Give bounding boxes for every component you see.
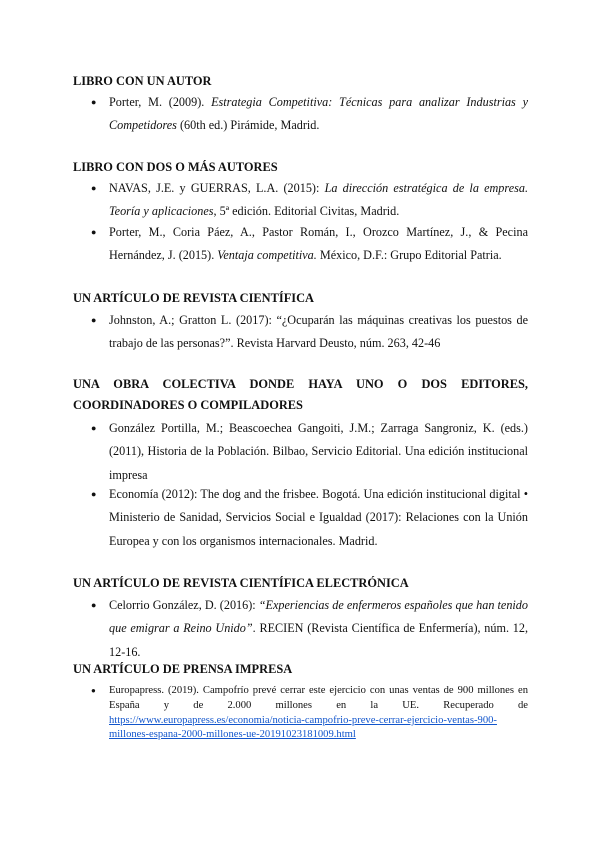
reference-entry: [91, 684, 528, 743]
bullet-icon: ●: [91, 686, 96, 695]
entry-title: Estrategia Competitiva: Técnicas para analizar Industrias y Competidores: [109, 95, 528, 133]
entry-text: Porter, M., Coria Páez, A., Pastor Román, I., Orozco Martínez, J., & Pecina Hernández, J. (2015).: [109, 225, 528, 263]
section-heading: UN ARTÍCULO DE PRENSA IMPRESA: [73, 662, 293, 676]
section-heading: LIBRO CON UN AUTOR: [73, 74, 212, 88]
bullet-icon: ●: [91, 600, 97, 610]
entry-text-rest: . RECIEN (Revista Científica de Enfermería), núm. 12, 12-16.: [109, 621, 529, 659]
reference-entry: [91, 594, 529, 664]
section-heading: UN ARTÍCULO DE REVISTA CIENTÍFICA: [73, 291, 314, 305]
reference-entry: [91, 417, 528, 487]
entry-title: La dirección estratégica de la empresa. Teoría y aplicaciones: [109, 181, 528, 219]
bullet-icon: ●: [91, 183, 97, 193]
entry-text: Europapress. (2019). Campofrío prevé cerrar este ejercicio con unas ventas de 900 millones en España y de 2.000 millones en la UE. Recuperado de: [109, 685, 528, 711]
entry-title: “Experiencias de enfermeros españoles que han tenido que emigrar a Reino Unido”: [109, 598, 528, 636]
reference-entry: [91, 483, 528, 553]
entry-text: NAVAS, J.E. y GUERRAS, L.A. (2015):: [109, 181, 325, 195]
entry-text: Johnston, A.; Gratton L. (2017): “¿Ocuparán las máquinas creativas los puestos de trabajo de las personas?”. Revista Harvard Deusto, núm. 263, 42-46: [109, 313, 528, 351]
bullet-icon: ●: [91, 227, 97, 237]
entry-text: Economía (2012): The dog and the frisbee. Bogotá. Una edición institucional digital • Ministerio de Sanidad, Servicios Social e Igualdad (2017): Relaciones con la Unión Europea y con los organismos internacionales. Madrid.: [109, 487, 528, 548]
section-heading: UNA OBRA COLECTIVA DONDE HAYA UNO O DOS EDITORES, COORDINADORES O COMPILADORES: [73, 377, 528, 412]
entry-text: Celorrio González, D. (2016):: [109, 598, 259, 612]
entry-text: Porter, M. (2009).: [109, 95, 212, 109]
reference-entry: [91, 221, 528, 268]
source-link[interactable]: https://www.europapress.es/economia/noticia-campofrio-preve-cerrar-ejercicio-ventas-900-millones-espana-2000-millones-ue-20191023181009.html: [109, 714, 497, 741]
reference-entry: [91, 309, 528, 356]
section-heading: LIBRO CON DOS O MÁS AUTORES: [73, 160, 278, 174]
bullet-icon: ●: [91, 97, 97, 107]
entry-text-rest: (60th ed.) Pirámide, Madrid.: [176, 118, 320, 133]
entry-text: González Portilla, M.; Beascoechea Gangoiti, J.M.; Zarraga Sangroniz, K. (eds.) (2011), Historia de la Población. Bilbao, Servicio Editorial. Una edición institucional impresa: [109, 421, 528, 482]
entry-text-rest: , 5ª edición. Editorial Civitas, Madrid.: [213, 204, 400, 219]
bullet-icon: ●: [91, 489, 97, 499]
bullet-icon: ●: [91, 423, 97, 433]
reference-entry: [91, 177, 528, 224]
entry-text-rest: México, D.F.: Grupo Editorial Patria.: [316, 248, 502, 263]
reference-entry: [91, 91, 528, 138]
section-heading: UN ARTÍCULO DE REVISTA CIENTÍFICA ELECTRÓNICA: [73, 576, 409, 590]
bullet-icon: ●: [91, 315, 97, 325]
entry-title: Ventaja competitiva.: [217, 248, 317, 263]
